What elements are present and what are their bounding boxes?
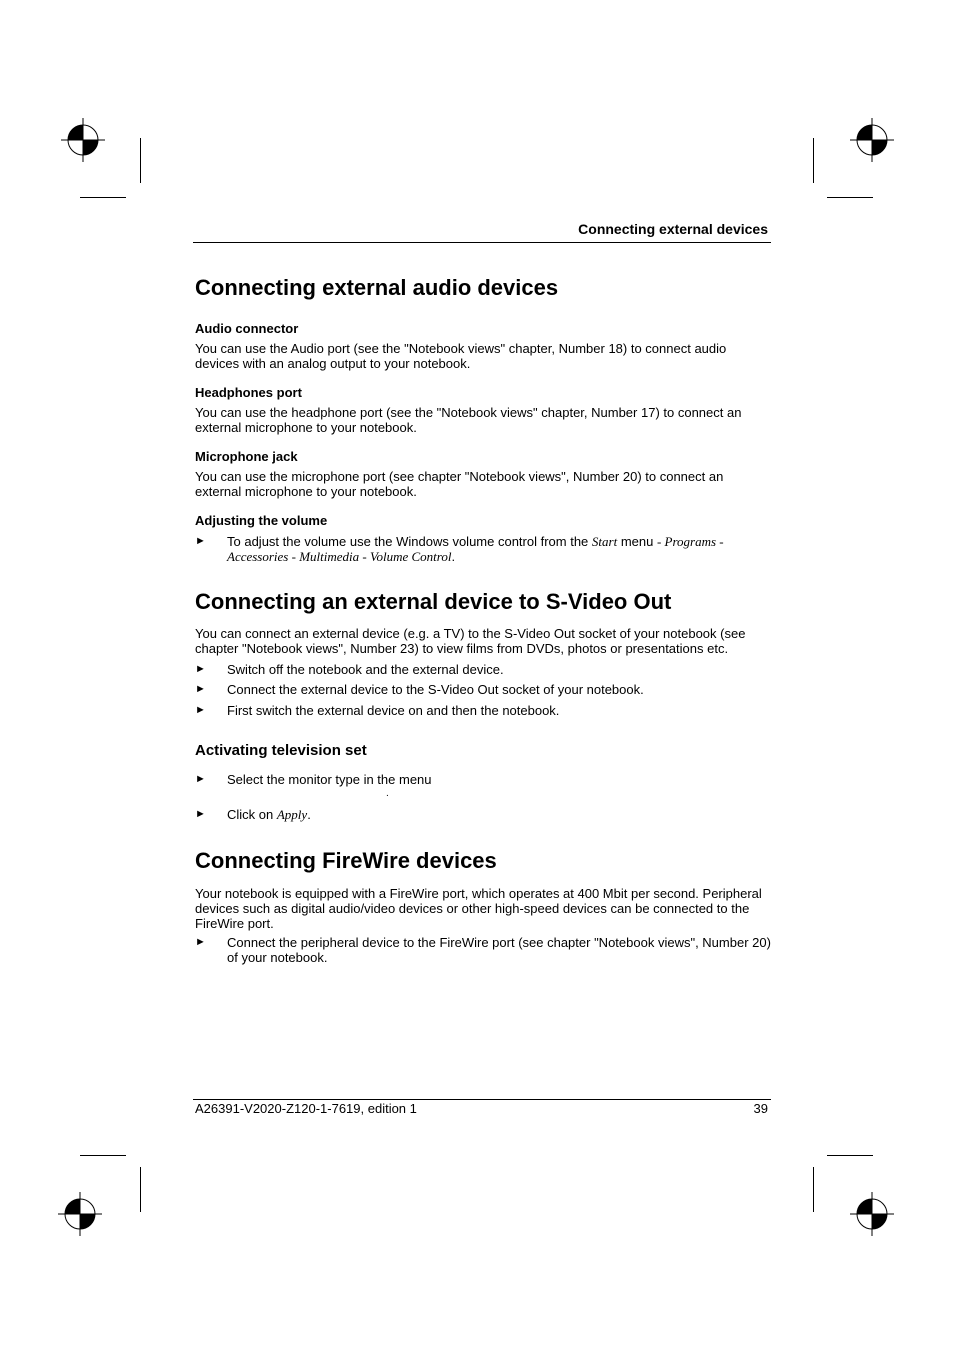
section-title-firewire: Connecting FireWire devices — [195, 848, 497, 873]
crop-line — [80, 1155, 126, 1156]
bullet-arrow-icon: ► — [195, 535, 206, 547]
bullet-arrow-icon: ► — [195, 808, 206, 820]
registration-mark-bottom-right — [850, 1192, 894, 1236]
bullet-arrow-icon: ► — [195, 936, 206, 948]
apply-label: Apply — [276, 807, 308, 822]
bullet-arrow-icon: ► — [195, 663, 206, 675]
subsection-title-tv: Activating television set — [195, 742, 367, 759]
crop-line — [80, 197, 126, 198]
crop-line — [140, 138, 141, 183]
bullet-arrow-icon: ► — [195, 683, 206, 695]
paragraph-audio-connector: You can use the Audio port (see the "Notebook views" chapter, Number 18) to connect audio devices with an analog output to your notebook. — [195, 341, 727, 371]
crop-line — [827, 1155, 873, 1156]
crop-line — [140, 1167, 141, 1212]
registration-mark-top-right — [850, 118, 894, 162]
footer-doc-id: A26391-V2020-Z120-1-7619, edition 1 — [195, 1101, 417, 1116]
header-rule — [193, 242, 771, 243]
crop-line — [827, 197, 873, 198]
subheading-volume: Adjusting the volume — [195, 513, 328, 528]
running-header: Connecting external devices — [578, 221, 768, 237]
stray-dot: . — [386, 788, 389, 799]
footer-rule — [193, 1099, 771, 1100]
registration-mark-top-left — [61, 118, 105, 162]
menu-start: Start — [591, 534, 618, 549]
section-title-svideo: Connecting an external device to S-Video Out — [195, 589, 672, 614]
bullet-arrow-icon: ► — [195, 704, 206, 716]
subheading-microphone: Microphone jack — [195, 449, 298, 464]
paragraph-firewire: Your notebook is equipped with a FireWire port, which operates at 400 Mbit per second. Peripheral devices such as digital audio/video devices or other high-speed devices can be connected to the FireWire port. — [195, 886, 762, 931]
registration-mark-bottom-left — [58, 1192, 102, 1236]
subheading-headphones: Headphones port — [195, 385, 302, 400]
crop-line — [813, 1167, 814, 1212]
menu-path: - Programs - Accessories - Multimedia - Volume Control — [227, 534, 724, 564]
paragraph-svideo: You can connect an external device (e.g. a TV) to the S-Video Out socket of your notebook (see chapter "Notebook views", Number 23) to view films from DVDs, photos or presentations etc. — [195, 626, 746, 656]
crop-line — [813, 138, 814, 183]
paragraph-microphone: You can use the microphone port (see chapter "Notebook views", Number 20) to connect an external microphone to your notebook. — [195, 469, 724, 499]
section-title-audio: Connecting external audio devices — [195, 275, 559, 300]
subheading-audio-connector: Audio connector — [195, 321, 299, 336]
paragraph-headphones: You can use the headphone port (see the "Notebook views" chapter, Number 17) to connect an external microphone to your notebook. — [195, 405, 742, 435]
bullet-arrow-icon: ► — [195, 773, 206, 785]
page-number: 39 — [753, 1101, 768, 1116]
